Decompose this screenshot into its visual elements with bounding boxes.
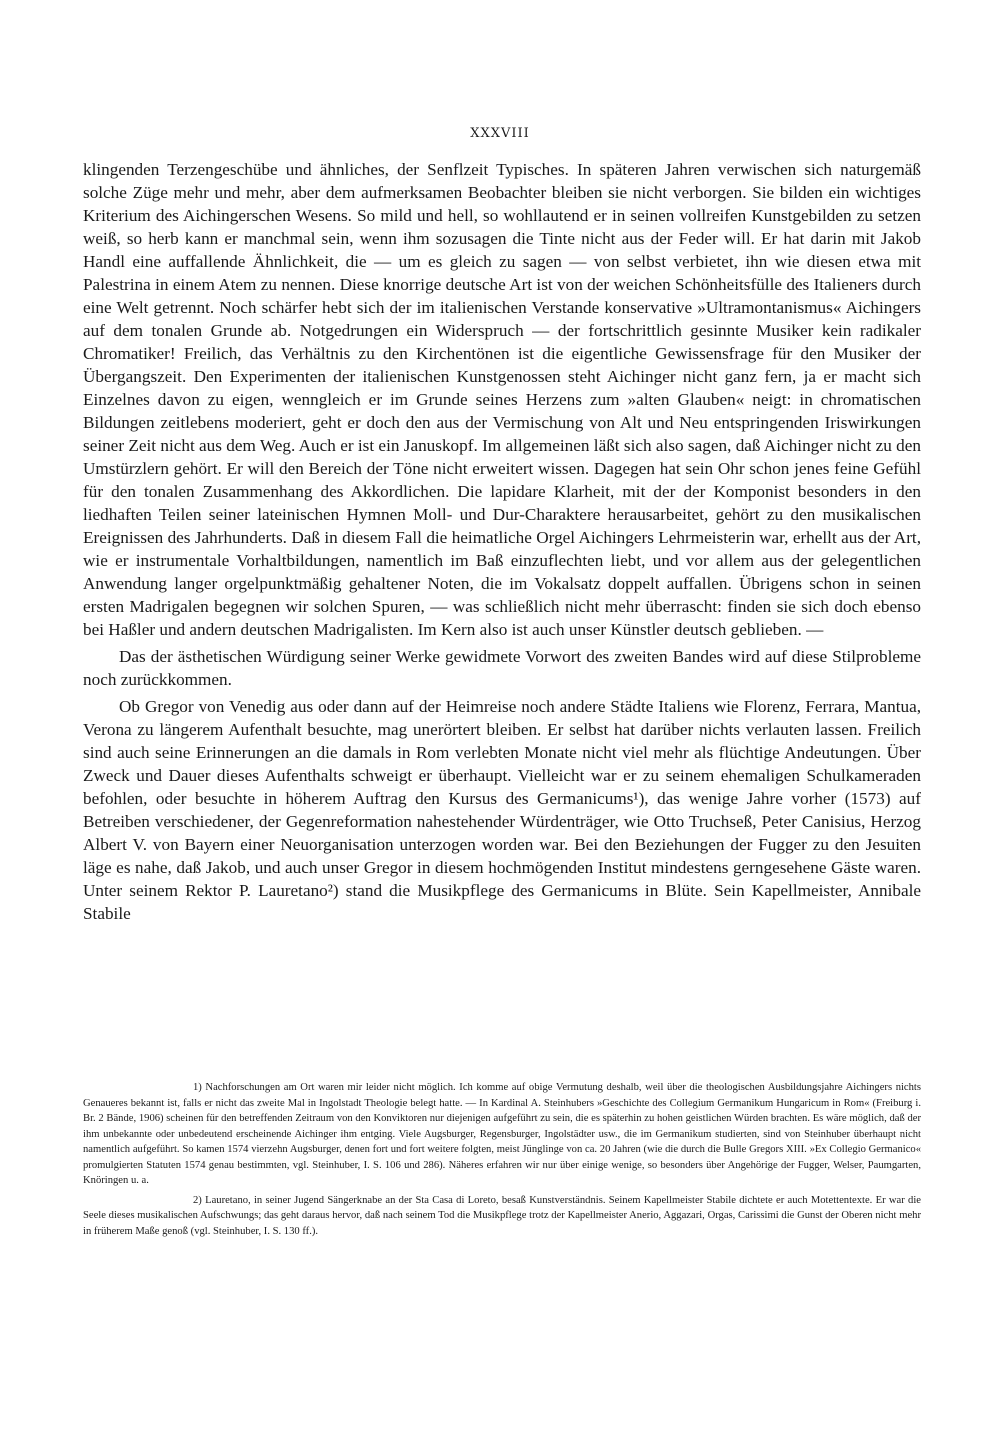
page-number: XXXVIII: [470, 126, 530, 141]
main-text: [83, 158, 921, 925]
footnotes: [83, 1080, 921, 1239]
footnote: 1) Nachforschungen am Ort waren mir leider nicht möglich. Ich komme auf obige Vermutung deshalb, weil über die theologischen Ausbildungsjahre Aichingers nichts Genaueres bekannt ist, falls er nicht das zweite Mal in Ingolstadt Theologie belegt hatte. — In Kardinal A. Steinhubers »Geschichte des Collegium Germanikum Hungaricum in Rom« (Freiburg i. Br. 2 Bände, 1906) scheinen für den betreffenden Zeitraum von den Konviktoren nur diejenigen aufgeführt zu sein, die es späterhin zu hohen geistlichen Würden brachten. Es wäre möglich, daß der ihm unbekannte oder unbedeutend erscheinende Aichinger ihm entging. Viele Augsburger, Regensburger, Ingolstädter usw., die im Germanikum studierten, sind von Steinhuber überhaupt nicht namentlich aufgeführt. So kamen 1574 vierzehn Augsburger, denen fort und fort weitere folgten, meist Jünglinge von ca. 20 Jahren (wie die durch die Bulle Gregors XIII. »Ex Collegio Germanico« promulgierten Statuten 1574 genau bestimmten, vgl. Steinhuber, I. S. 106 und 286). Näheres erfahren wir nur über einige wenige, so besonders über Angehörige der Fugger, Welser, Paumgarten, Knöringen u. a.: [83, 1082, 921, 1186]
paragraph: klingenden Terzengeschübe und ähnliches, der Senflzeit Typisches. In späteren Jahren verwischen sich naturgemäß solche Züge mehr und mehr, aber dem aufmerksamen Beobachter bleiben sie nicht verborgen. Sie bilden ein wichtiges Kriterium des Aichingerschen Wesens. So mild und hell, so wohllautend er in seinen vollreifen Kunstgebilden zu setzen weiß, so herb kann er manchmal sein, wenn ihm sozusagen die Tinte nicht aus der Feder will. Er hat darin mit Jakob Handl eine auffallende Ähnlichkeit, die — um es gleich zu sagen — von selbst verbietet, ihn wie diesen etwa mit Palestrina in einem Atem zu nennen. Diese knorrige deutsche Art ist von der weichen Schönheitsfülle des Italieners durch eine Welt getrennt. Noch schärfer hebt sich der im italienischen Verstande konservative »Ultramontanismus« Aichingers auf dem tonalen Grunde ab. Notgedrungen ein Widerspruch — der fortschrittlich gesinnte Musiker kein radikaler Chromatiker! Freilich, das Verhältnis zu den Kirchentönen ist die eigentliche Gewissensfrage für den Musiker der Übergangszeit. Den Experimenten der italienischen Kunstgenossen steht Aichinger nicht ganz fern, ja er macht sich Einzelnes davon zu eigen, wenngleich er im Grunde seines Herzens zum »alten Glauben« neigt: in chromatischen Bildungen zeitlebens moderiert, geht er doch den aus der Vermischung von Alt und Neu entspringenden Iriswirkungen seiner Zeit nicht aus dem Weg. Auch er ist ein Januskopf. Im allgemeinen läßt sich also sagen, daß Aichinger nicht zu den Umstürzlern gehört. Er will den Bereich der Töne nicht erweitert wissen. Dagegen hat sein Ohr schon jenes feine Gefühl für den tonalen Zusammenhang des Akkordlichen. Die lapidare Klarheit, mit der der Komponist besonders in den liedhaften Teilen seiner lateinischen Hymnen Moll- und Dur-Charaktere herausarbeitet, gehört zu den musikalischen Ereignissen des Jahrhunderts. Daß in diesem Fall die heimatliche Orgel Aichingers Lehrmeisterin war, erhellt aus der Art, wie er instrumentale Vorhaltbildungen, namentlich im Baß einzuflechten liebt, und vor allem aus der gelegentlichen Anwendung langer orgelpunktmäßig gehaltener Noten, die im Vokalsatz doppelt auffallen. Übrigens schon in seinen ersten Madrigalen begegnen wir solchen Spuren, — was schließlich nicht mehr überrascht: finden sie sich doch ebenso bei Haßler und andern deutschen Madrigalisten. Im Kern also ist auch unser Künstler deutsch geblieben. —: [83, 160, 921, 639]
footnote: 2) Lauretano, in seiner Jugend Sängerknabe an der Sta Casa di Loreto, besaß Kunstverständnis. Seinem Kapellmeister Stabile dichtete er auch Motettentexte. Er war die Seele dieses musikalischen Aufschwungs; das geht daraus hervor, daß nach seinem Tod die Musikpflege trotz der Kapellmeister Anerio, Aggazari, Orgas, Carissimi die Gunst der Oberen nicht mehr in früherem Maße genoß (vgl. Steinhuber, I. S. 130 ff.).: [83, 1194, 921, 1237]
paragraph: Ob Gregor von Venedig aus oder dann auf der Heimreise noch andere Städte Italiens wie Florenz, Ferrara, Mantua, Verona zu längerem Aufenthalt besuchte, mag unerörtert bleiben. Er selbst hat darüber nichts verlauten lassen. Freilich sind auch seine Erinnerungen an die damals in Rom verlebten Monate nicht viel mehr als flüchtige Andeutungen. Über Zweck und Dauer dieses Aufenthalts schweigt er überhaupt. Vielleicht war er zu seinem ehemaligen Schulkameraden befohlen, oder besuchte in höherem Auftrag den Kursus des Germanicums¹), das wenige Jahre vorher (1573) auf Betreiben verschiedener, der Gegenreformation nahestehender Würdenträger, wie Otto Truchseß, Peter Canisius, Herzog Albert V. von Bayern einer Neuorganisation unterzogen worden war. Bei den Beziehungen der Fugger zu den Jesuiten läge es nahe, daß Jakob, und auch unser Gregor in diesem hochmögenden Institut mindestens gerngesehene Gäste waren. Unter seinem Rektor P. Lauretano²) stand die Musikpflege des Germanicums in Blüte. Sein Kapellmeister, Annibale Stabile: [83, 697, 921, 923]
paragraph: Das der ästhetischen Würdigung seiner Werke gewidmete Vorwort des zweiten Bandes wird auf diese Stilprobleme noch zurückkommen.: [83, 647, 921, 689]
